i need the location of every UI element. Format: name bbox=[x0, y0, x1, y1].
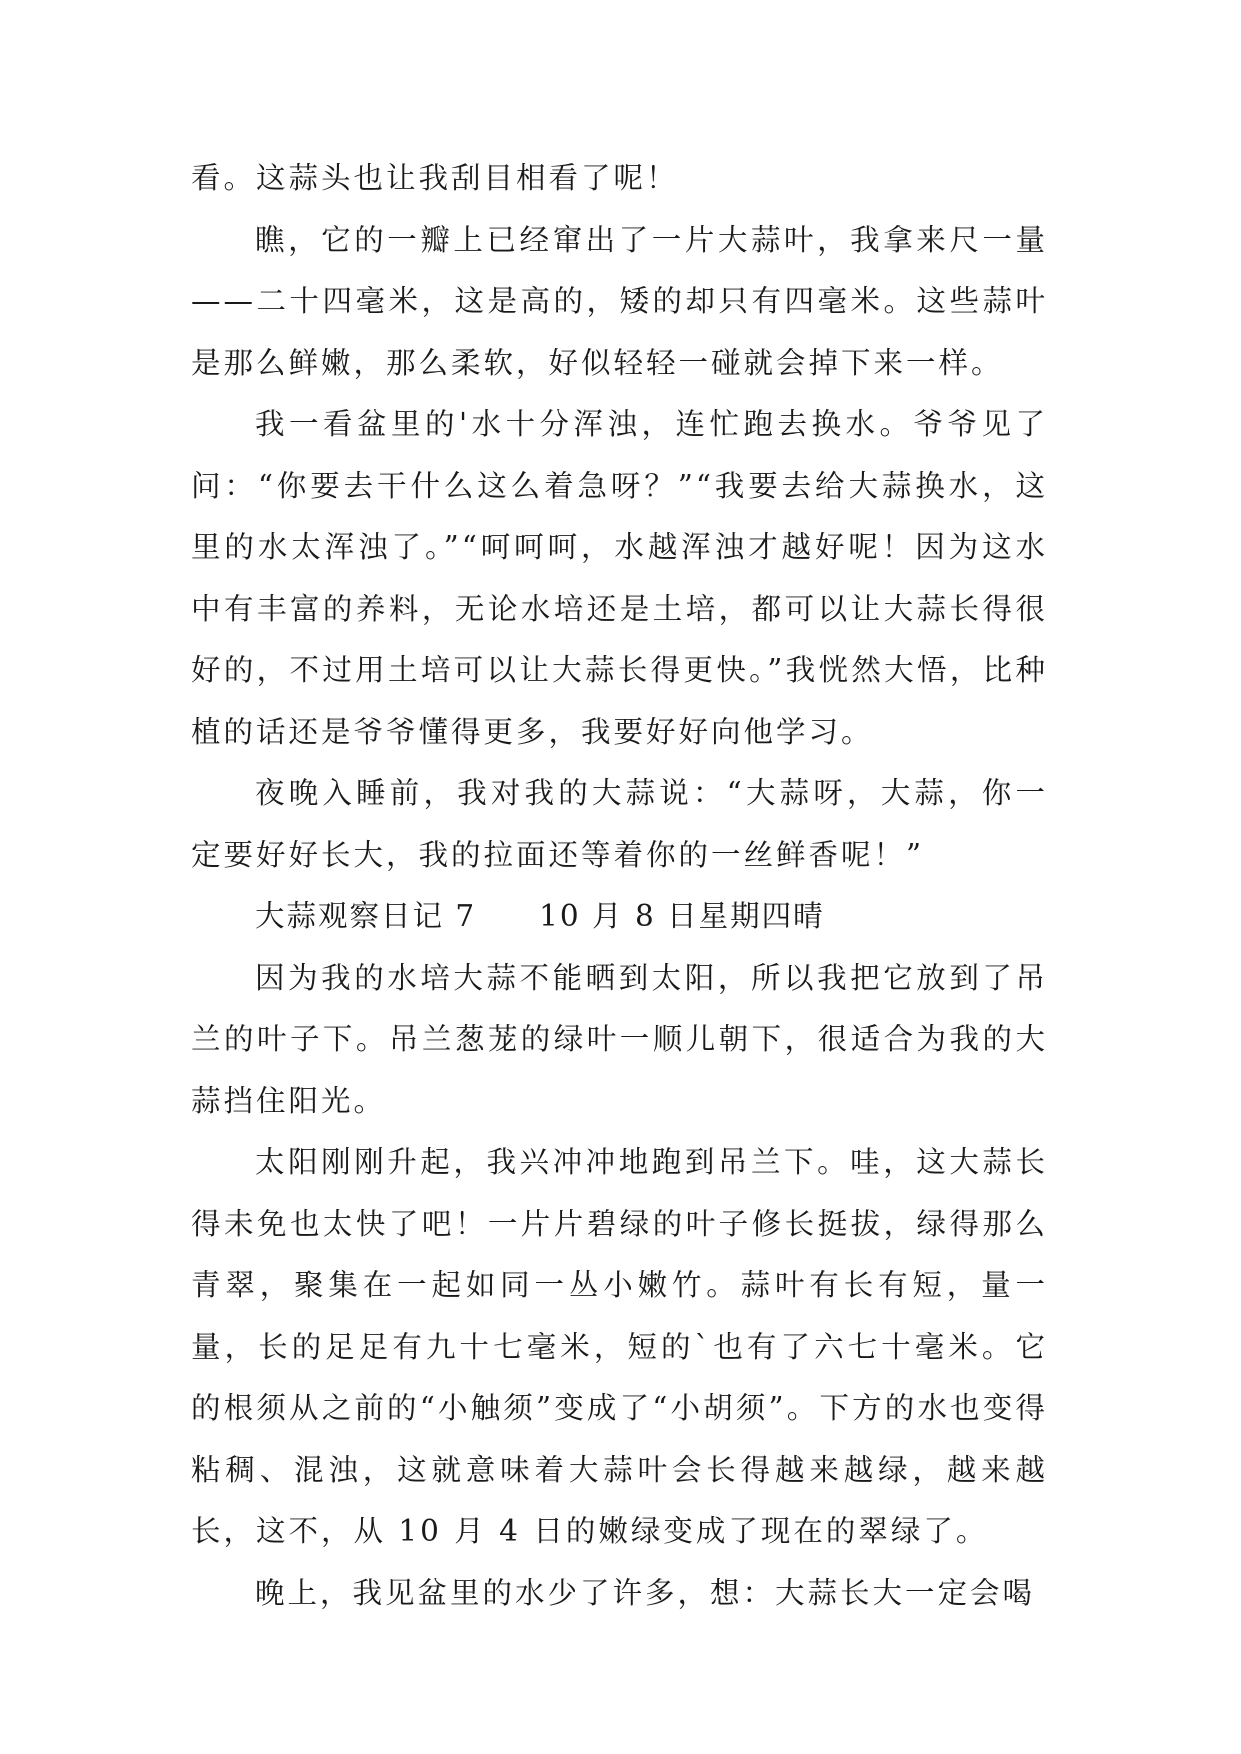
paragraph-garlic-leaf: 瞧，它的一瓣上已经窜出了一片大蒜叶，我拿来尺一量——二十四毫米，这是高的，矮的却只有四毫米。这些蒜叶是那么鲜嫩，那么柔软，好似轻轻一碰就会掉下来一样。 bbox=[191, 222, 1048, 380]
paragraph-spider-plant: 因为我的水培大蒜不能晒到太阳，所以我把它放到了吊兰的叶子下。吊兰葱茏的绿叶一顺儿朝下，很适合为我的大蒜挡住阳光。 bbox=[191, 960, 1048, 1118]
diary-entry-heading: 大蒜观察日记 7 10 月 8 日星期四晴 bbox=[255, 899, 825, 933]
paragraph-growth: 太阳刚刚升起，我兴冲冲地跑到吊兰下。哇，这大蒜长得未免也太快了吧！一片片碧绿的叶子修长挺拔，绿得那么青翠，聚集在一起如同一丛小嫩竹。蒜叶有长有短，量一量，长的足足有九十七毫米，短的`也有了六七十毫米。它的根须从之前的“小触须”变成了“小胡须”。下方的水也变得粘稠、混浊，这就意味着大蒜叶会长得越来越绿，越来越长，这不，从 10 月 4 日的嫩绿变成了现在的翠绿了。 bbox=[191, 1145, 1048, 1548]
paragraph-change-water: 我一看盆里的'水十分浑浊，连忙跑去换水。爷爷见了问：“你要去干什么这么着急呀？”“我要去给大蒜换水，这里的水太浑浊了。”“呵呵呵，水越浑浊才越好呢！因为这水中有丰富的养料，无论水培还是土培，都可以让大蒜长得很好的，不过用土培可以让大蒜长得更快。”我恍然大悟，比种植的话还是爷爷懂得更多，我要好好向他学习。 bbox=[191, 407, 1048, 749]
document-body bbox=[191, 148, 1048, 1624]
paragraph-continuation: 看。这蒜头也让我刮目相看了呢！ bbox=[191, 161, 679, 195]
paragraph-bedtime: 夜晚入睡前，我对我的大蒜说：“大蒜呀，大蒜，你一定要好好长大，我的拉面还等着你的一丝鲜香呢！” bbox=[191, 776, 1048, 872]
paragraph-evening: 晚上，我见盆里的水少了许多，想：大蒜长大一定会喝 bbox=[255, 1575, 1036, 1610]
